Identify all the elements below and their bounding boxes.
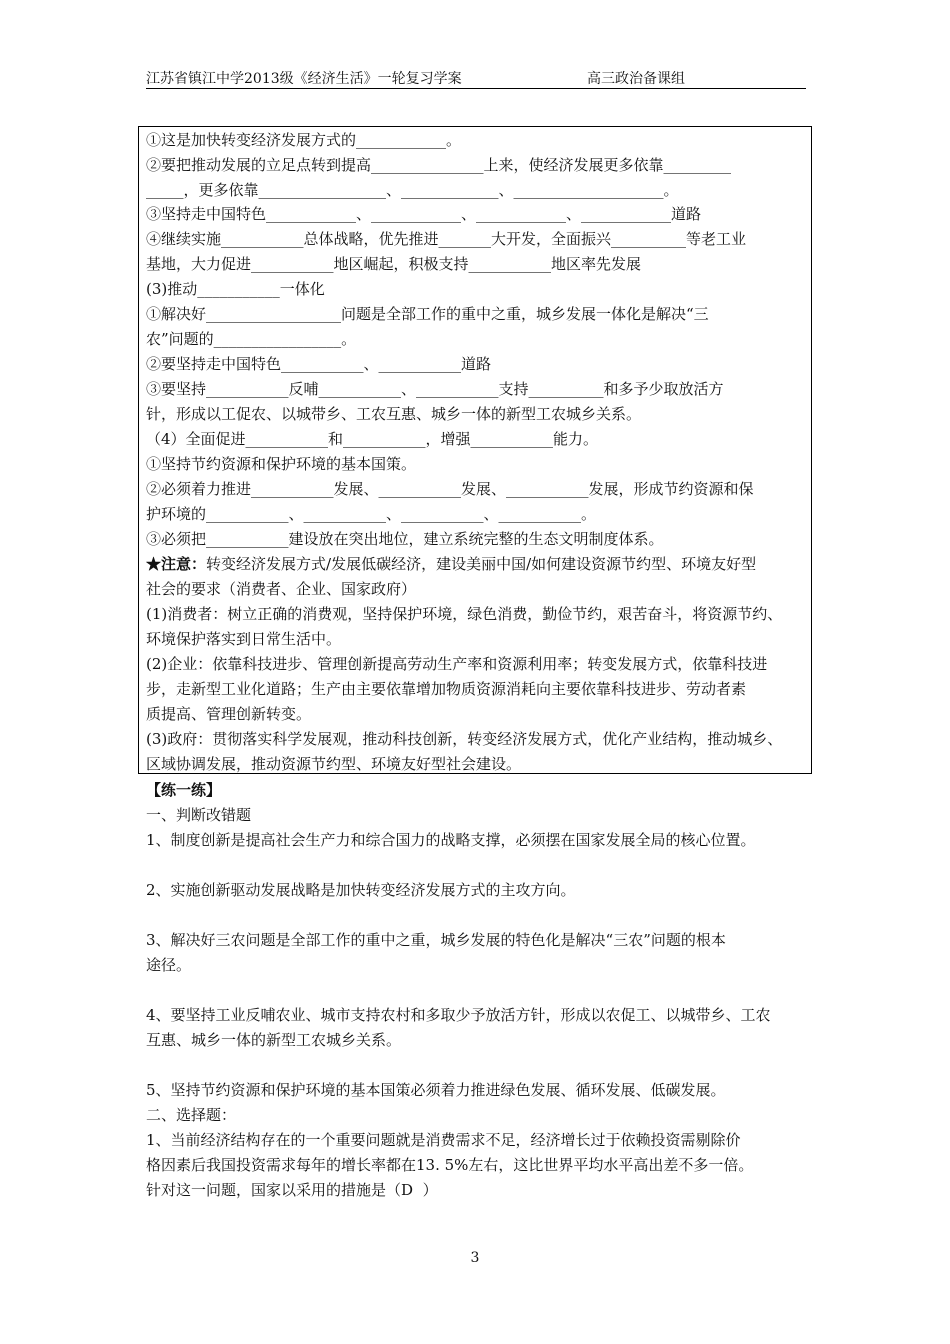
- box-line: 社会的要求（消费者、企业、国家政府）: [146, 580, 417, 598]
- box-line: 区域协调发展，推动资源节约型、环境友好型社会建设。: [146, 755, 522, 773]
- question-text: 途径。: [146, 956, 192, 974]
- box-line: ①坚持节约资源和保护环境的基本国策。: [146, 455, 417, 473]
- question-text: 1、制度创新是提高社会生产力和综合国力的战略支撑，必须摆在国家发展全局的核心位置。: [146, 831, 756, 849]
- box-line: 基地，大力促进___________地区崛起，积极支持___________地区率先发展: [146, 255, 642, 273]
- box-line: 步，走新型工业化道路；生产由主要依靠增加物质资源消耗向主要依靠科技进步、劳动者素: [146, 680, 747, 698]
- box-line: 质提高、管理创新转变。: [146, 705, 312, 723]
- question-text: 4、要坚持工业反哺农业、城市支持农村和多取少予放活方针，形成以农促工、以城带乡、工农: [146, 1006, 771, 1024]
- question-text: 针对这一问题，国家以采用的措施是（D ）: [146, 1181, 438, 1199]
- note-text: 转变经济发展方式/发展低碳经济，建设美丽中国/如何建设资源节约型、环境友好型: [206, 555, 757, 573]
- box-line: ③坚持走中国特色____________、____________、____________、____________道路: [146, 205, 702, 223]
- page-header: [146, 68, 806, 89]
- box-line: ③必须把___________建设放在突出地位，建立系统完整的生态文明制度体系。: [146, 530, 664, 548]
- box-line: （4）全面促进___________和___________，增强___________能力。: [146, 430, 599, 448]
- question-text: 1、当前经济结构存在的一个重要问题就是消费需求不足，经济增长过于依赖投资需剔除价: [146, 1131, 741, 1149]
- box-line: _____，更多依靠_________________、_____________、____________________。: [146, 181, 679, 199]
- box-line: ④继续实施___________总体战略，优先推进_______大开发，全面振兴__________等老工业: [146, 230, 747, 248]
- box-line: (2)企业：依靠科技进步、管理创新提高劳动生产率和资源利用率；转变发展方式，依靠科技进: [146, 655, 768, 673]
- box-line: ②必须着力推进___________发展、___________发展、___________发展，形成节约资源和保: [146, 480, 754, 498]
- question-text: 3、解决好三农问题是全部工作的重中之重，城乡发展的特色化是解决“三农”问题的根本: [146, 931, 726, 949]
- box-line: 护环境的___________、___________、___________、___________。: [146, 505, 597, 523]
- box-line: 环境保护落实到日常生活中。: [146, 630, 342, 648]
- box-line: (3)推动___________一体化: [146, 280, 325, 298]
- box-line: ①这是加快转变经济发展方式的____________。: [146, 131, 462, 149]
- box-line: ③要坚持___________反哺___________、___________支持__________和多予少取放活方: [146, 380, 724, 398]
- question-text: 格因素后我国投资需求每年的增长率都在13. 5%左右，这比世界平均水平高出差不多一倍。: [146, 1156, 754, 1174]
- section-title: 一、判断改错题: [146, 806, 252, 824]
- box-line: 农”问题的_________________。: [146, 330, 357, 348]
- box-line: ①解决好__________________问题是全部工作的重中之重，城乡发展一体化是解决“三: [146, 305, 709, 323]
- box-line: ②要坚持走中国特色___________、___________道路: [146, 355, 492, 373]
- question-text: 2、实施创新驱动发展战略是加快转变经济发展方式的主攻方向。: [146, 881, 576, 899]
- note-line: [146, 554, 756, 574]
- note-label: ★注意：: [146, 555, 207, 573]
- box-line: 针，形成以工促农、以城带乡、工农互惠、城乡一体的新型工农城乡关系。: [146, 405, 642, 423]
- question-text: 5、坚持节约资源和保护环境的基本国策必须着力推进绿色发展、循环发展、低碳发展。: [146, 1081, 726, 1099]
- box-line: ②要把推动发展的立足点转到提高_______________上来，使经济发展更多依靠_________: [146, 156, 732, 174]
- box-line: (1)消费者：树立正确的消费观，坚持保护环境，绿色消费，勤俭节约，艰苦奋斗，将资源节约、: [146, 605, 783, 623]
- header-title: 江苏省镇江中学2013级《经济生活》一轮复习学案: [146, 71, 462, 87]
- practice-heading: 【练一练】: [146, 781, 222, 799]
- header-group: 高三政治备课组: [587, 71, 685, 87]
- box-line: (3)政府：贯彻落实科学发展观，推动科技创新，转变经济发展方式，优化产业结构，推动城乡、: [146, 730, 783, 748]
- question-text: 互惠、城乡一体的新型工农城乡关系。: [146, 1031, 402, 1049]
- page-number: 3: [470, 1250, 480, 1266]
- section-title: 二、选择题：: [146, 1106, 237, 1124]
